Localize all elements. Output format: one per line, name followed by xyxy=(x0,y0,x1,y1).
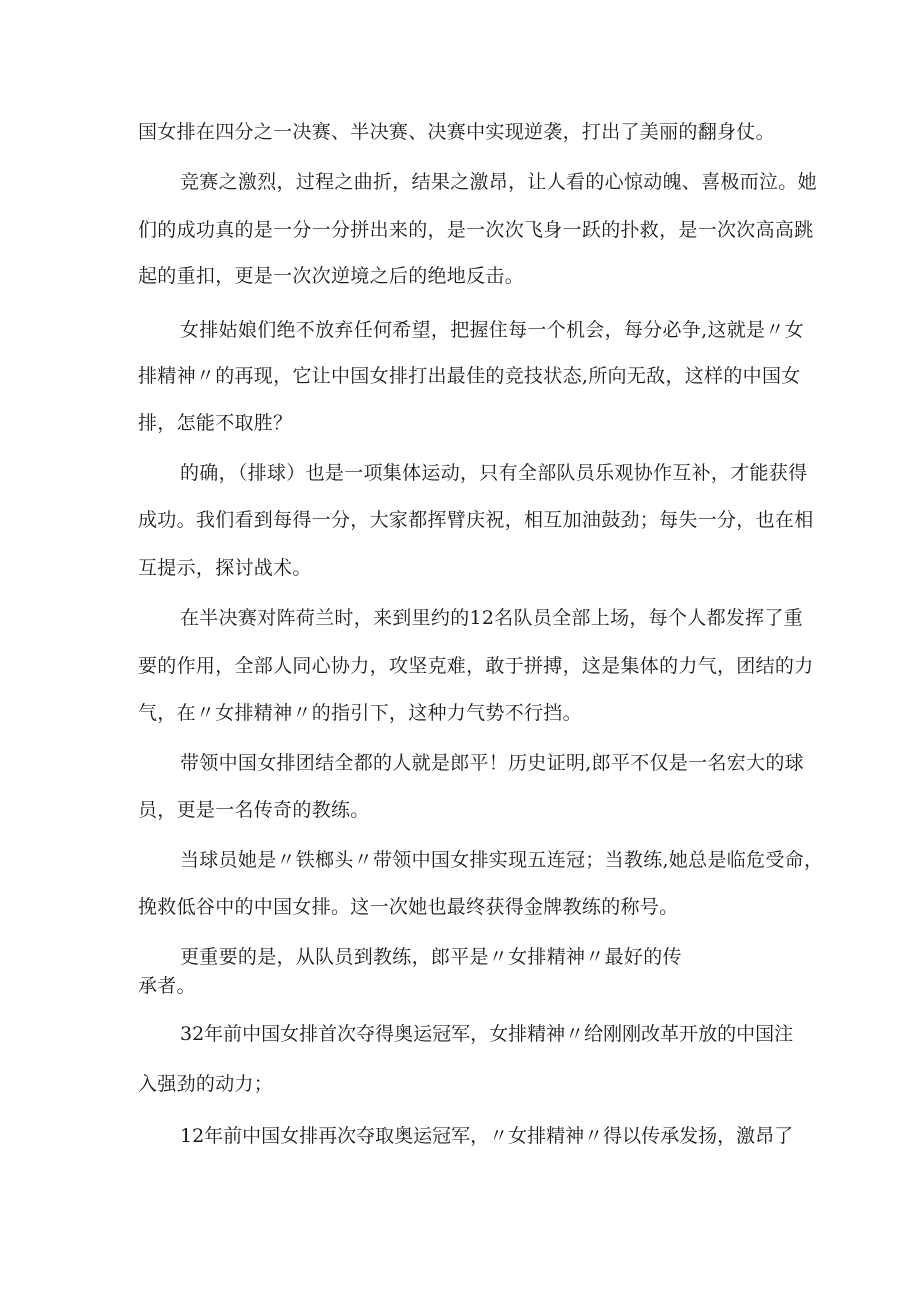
paragraph-line: 要的作用，全部人同心协力，攻坚克难，敢于拼搏，这是集体的力气，团结的力 xyxy=(138,655,814,677)
paragraph-line: 承者。 xyxy=(138,975,196,997)
paragraph-line: 们的成功真的是一分一分拼出来的，是一次次飞身一跃的扑救，是一次次高高跳 xyxy=(138,219,814,241)
paragraph-line: 国女排在四分之一决赛、半决赛、决赛中实现逆袭，打出了美丽的翻身仗。 xyxy=(138,121,775,143)
paragraph-line: 排精神〃的再现，它让中国女排打出最佳的竞技状态,所向无敌，这样的中国女 xyxy=(138,365,801,387)
paragraph-line: 在半决赛对阵荷兰时，来到里约的12名队员全部上场，每个人都发挥了重 xyxy=(180,607,804,629)
paragraph-line: 互提示，探讨战术。 xyxy=(138,557,312,579)
paragraph-line: 竞赛之激烈，过程之曲折，结果之激昂，让人看的心惊动魄、喜极而泣。她 xyxy=(180,171,817,193)
paragraph-line: 气，在〃女排精神〃的指引下，这种力气势不行挡。 xyxy=(138,702,582,724)
paragraph-line: 排，怎能不取胜？ xyxy=(138,412,293,434)
paragraph-line: 32年前中国女排首次夺得奥运冠军，女排精神〃给刚刚改革开放的中国注 xyxy=(180,1023,794,1045)
paragraph-line: 更重要的是，从队员到教练，郎平是〃女排精神〃最好的传 xyxy=(180,946,682,968)
paragraph-line: 挽救低谷中的中国女排。这一次她也最终获得金牌教练的称号。 xyxy=(138,896,679,918)
paragraph-line: 的确，（排球）也是一项集体运动，只有全部队员乐观协作互补，才能获得 xyxy=(180,462,808,484)
paragraph-line: 入强劲的动力； xyxy=(138,1073,274,1095)
paragraph-line: 女排姑娘们绝不放弃任何希望，把握住每一个机会，每分必争,这就是〃女 xyxy=(180,319,804,341)
paragraph-line: 当球员她是〃铁榔头〃带领中国女排实现五连冠；当教练,她总是临危受命， xyxy=(180,849,824,871)
paragraph-line: 起的重扣，更是一次次逆境之后的绝地反击。 xyxy=(138,265,525,287)
paragraph-line: 成功。我们看到每得一分，大家都挥臂庆祝，相互加油鼓劲；每失一分，也在相 xyxy=(138,509,814,531)
paragraph-line: 带领中国女排团结全都的人就是郎平！历史证明,郎平不仅是一名宏大的球 xyxy=(180,752,804,774)
paragraph-line: 12年前中国女排再次夺取奥运冠军，〃女排精神〃得以传承发扬，激昂了 xyxy=(180,1125,794,1147)
paragraph-line: 员，更是一名传奇的教练。 xyxy=(138,799,370,821)
